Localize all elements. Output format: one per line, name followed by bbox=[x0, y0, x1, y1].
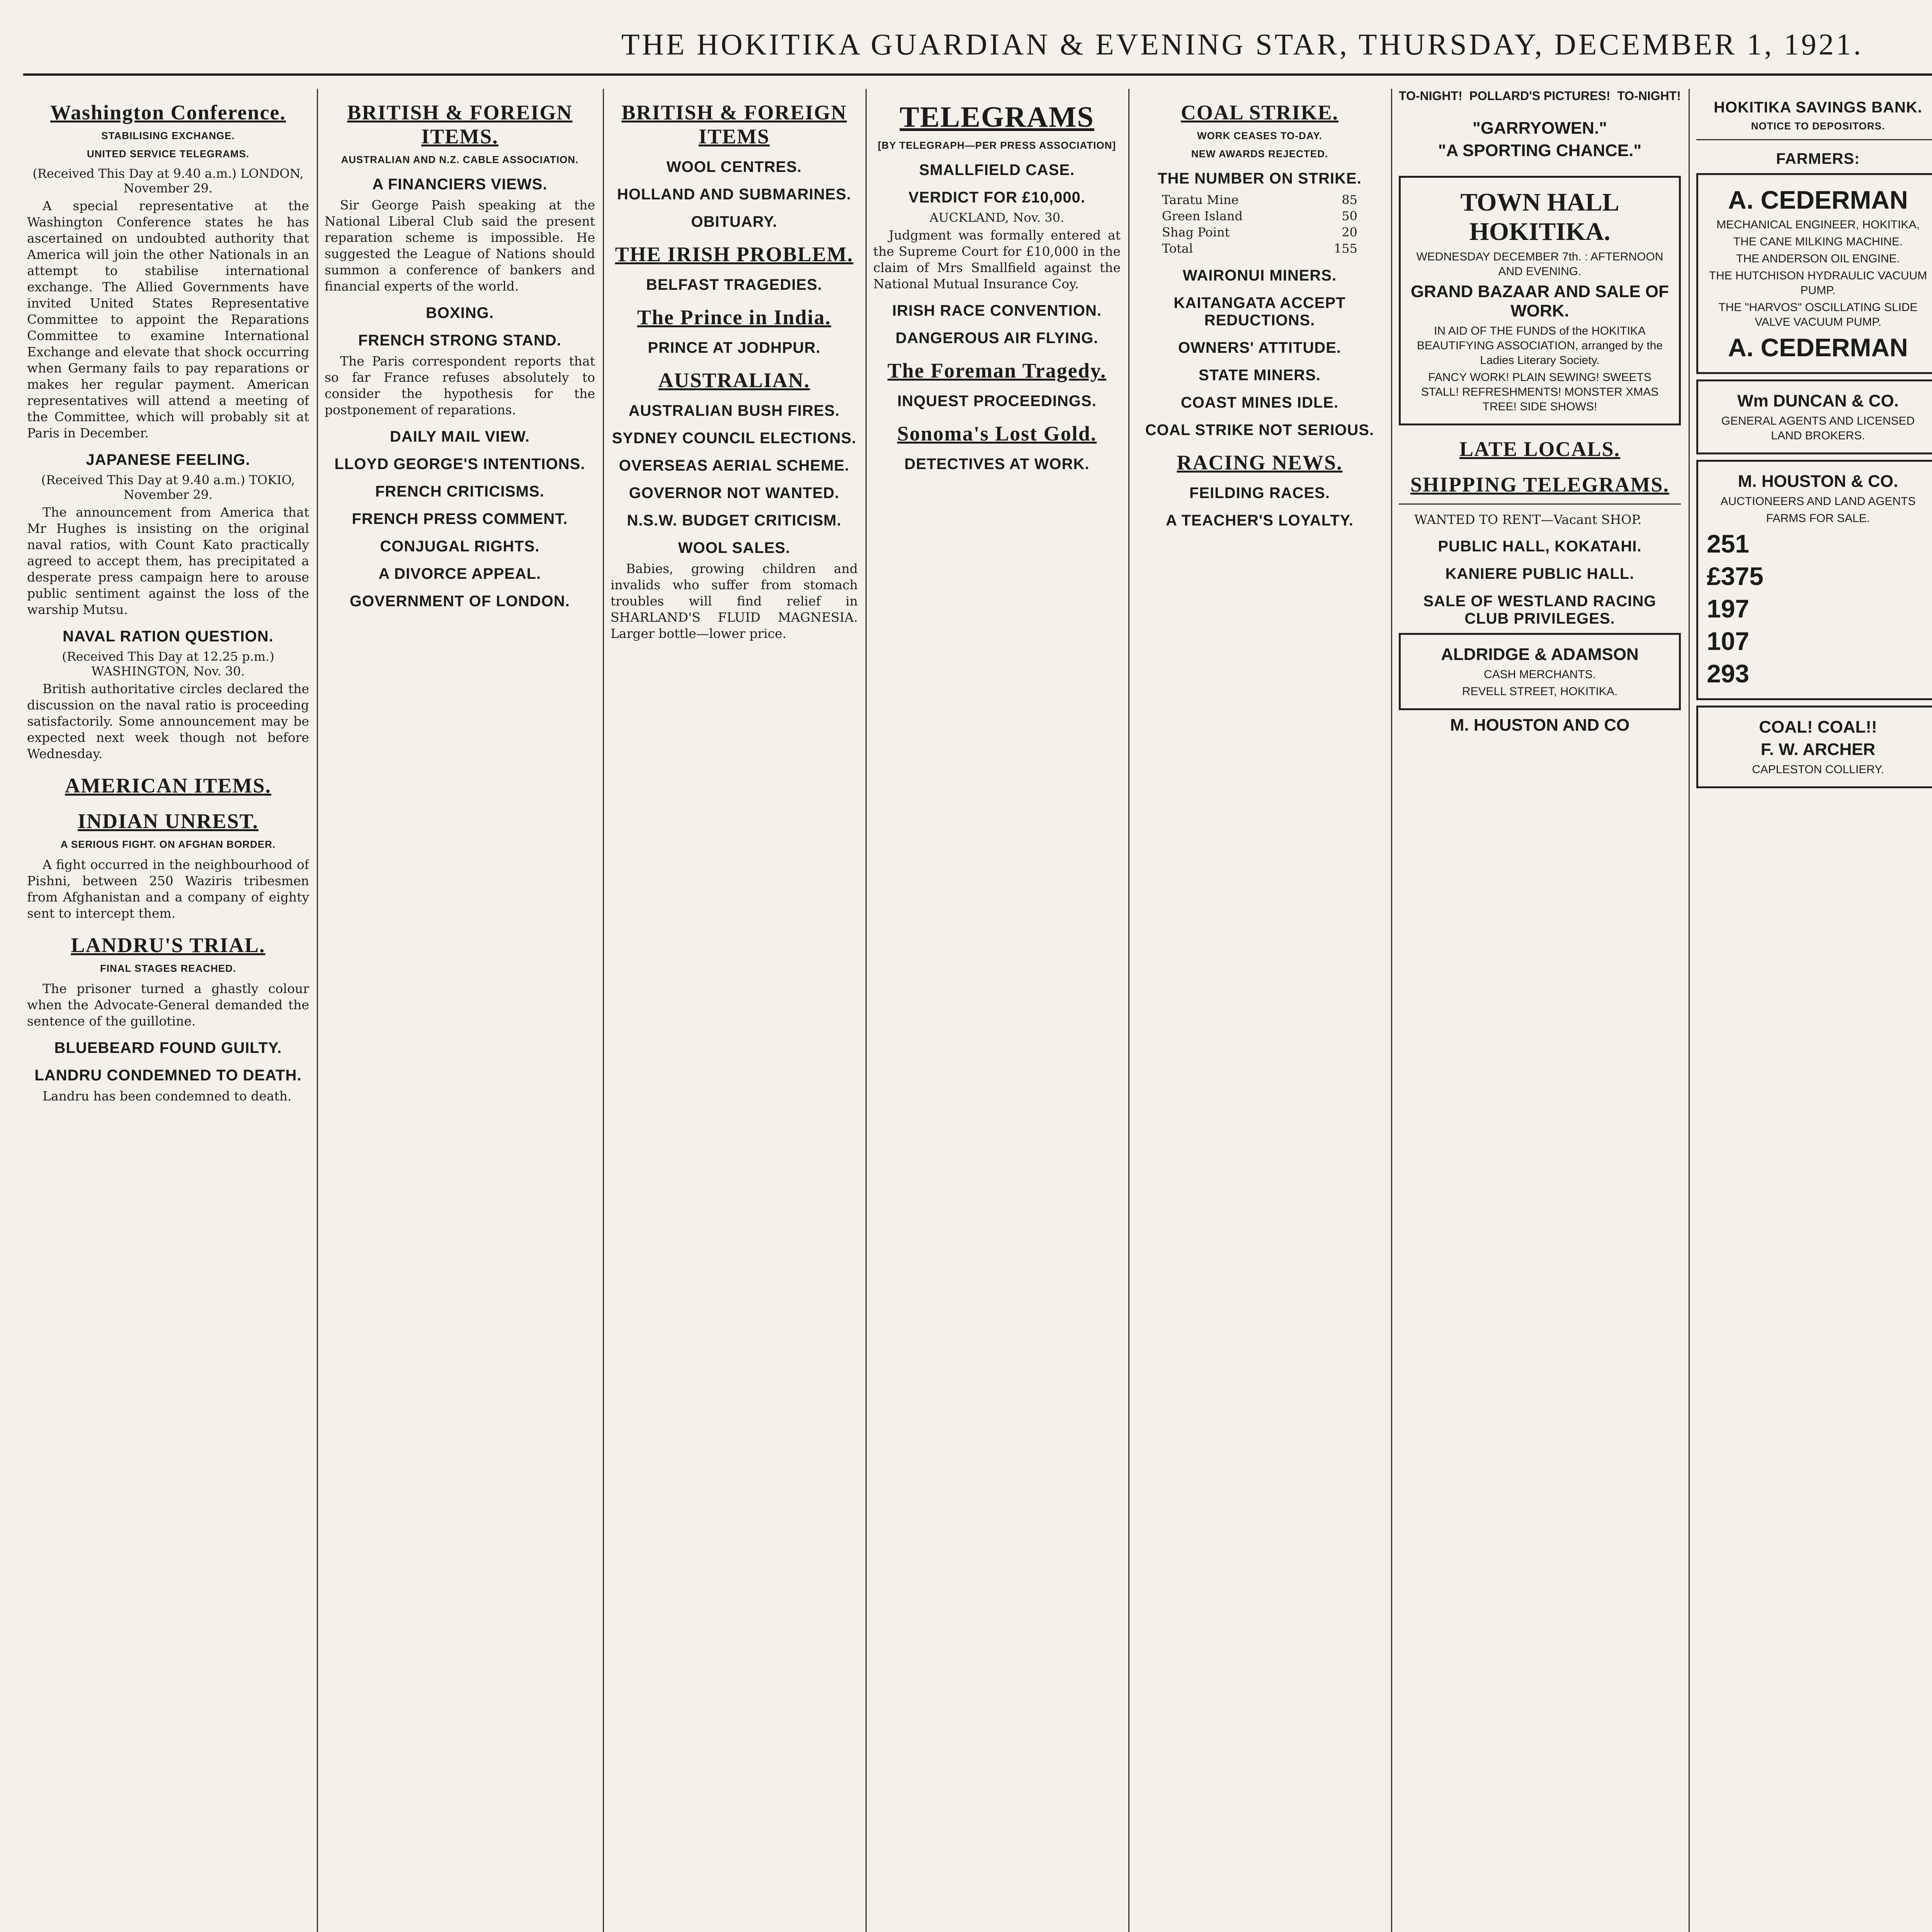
article-heading: PRINCE AT JODHPUR. bbox=[648, 339, 821, 356]
ad-text: THE HUTCHISON HYDRAULIC VACUUM PUMP. bbox=[1709, 269, 1927, 297]
article-heading: LLOYD GEORGE'S INTENTIONS. bbox=[334, 456, 585, 473]
article-heading: INQUEST PROCEEDINGS. bbox=[897, 393, 1097, 410]
divider bbox=[1399, 503, 1681, 505]
article-heading: VERDICT FOR £10,000. bbox=[908, 189, 1085, 206]
table-cell: 50 bbox=[1342, 209, 1357, 223]
ad-text: THE "HARVOS" OSCILLATING SLIDE VALVE VACUUM PUMP. bbox=[1718, 301, 1918, 328]
column-3 bbox=[611, 89, 858, 1932]
article-heading: WOOL SALES. bbox=[678, 539, 791, 556]
article-heading: LANDRU CONDEMNED TO DEATH. bbox=[34, 1067, 302, 1084]
column-7 bbox=[1696, 89, 1932, 1932]
ad-text: 107 bbox=[1707, 627, 1750, 655]
table-row bbox=[1162, 241, 1358, 256]
article-subheading: UNITED SERVICE TELEGRAMS. bbox=[87, 148, 250, 160]
article-text: The prisoner turned a ghastly colour when the Advocate-General demanded the sentence of the guillotine. bbox=[27, 981, 309, 1029]
article-heading: FRENCH PRESS COMMENT. bbox=[352, 510, 568, 527]
article-heading: COAL STRIKE NOT SERIOUS. bbox=[1145, 422, 1374, 439]
table-cell: Shag Point bbox=[1162, 225, 1230, 240]
article-heading: FRENCH CRITICISMS. bbox=[375, 483, 544, 500]
article-heading: Washington Conference. bbox=[50, 101, 286, 124]
ad-text: FANCY WORK! PLAIN SEWING! SWEETS STALL! REFRESHMENTS! MONSTER XMAS TREE! SIDE SHOWS! bbox=[1421, 371, 1659, 413]
ad-text: MECHANICAL ENGINEER, HOKITIKA, bbox=[1716, 218, 1920, 231]
table-cell: Total bbox=[1162, 241, 1193, 256]
ad-text: M. HOUSTON & CO. bbox=[1738, 472, 1898, 491]
column-rule bbox=[317, 89, 318, 1932]
article-heading: The Foreman Tragedy. bbox=[887, 359, 1107, 382]
coal-ad bbox=[1696, 706, 1932, 788]
table-cell: 155 bbox=[1333, 241, 1357, 256]
article-heading: AUSTRALIAN. bbox=[658, 369, 810, 392]
article-subheading: NEW AWARDS REJECTED. bbox=[1191, 148, 1328, 160]
article-heading: A DIVORCE APPEAL. bbox=[378, 565, 541, 582]
article-text: British authoritative circles declared the discussion on the naval ratio is proceeding satisfactorily. Some announcement may be expected next week though not before Wednesday. bbox=[27, 681, 309, 761]
article-heading: DANGEROUS AIR FLYING. bbox=[895, 330, 1099, 347]
table-row bbox=[1162, 224, 1358, 240]
ad-heading: PUBLIC HALL, KOKATAHI. bbox=[1438, 538, 1642, 555]
article-subheading: WORK CEASES TO-DAY. bbox=[1197, 130, 1322, 141]
article-heading: BRITISH & FOREIGN ITEMS. bbox=[347, 101, 573, 148]
table-cell: Green Island bbox=[1162, 209, 1243, 223]
article-heading: A TEACHER'S LOYALTY. bbox=[1166, 512, 1354, 529]
ad-text: 293 bbox=[1707, 659, 1750, 688]
cederman-ad bbox=[1696, 173, 1932, 374]
table-cell: 85 bbox=[1342, 192, 1357, 207]
article-text: The Paris correspondent reports that so far France refuses absolutely to consider the hypothesis for the postponement of reparations. bbox=[325, 354, 595, 417]
ad-text: Wm DUNCAN & CO. bbox=[1737, 391, 1899, 410]
article-heading: OWNERS' ATTITUDE. bbox=[1178, 339, 1342, 356]
article-heading: KAITANGATA ACCEPT REDUCTIONS. bbox=[1173, 294, 1346, 329]
article-heading: THE IRISH PROBLEM. bbox=[615, 243, 854, 266]
article-heading: FRENCH STRONG STAND. bbox=[358, 332, 561, 349]
column-5 bbox=[1136, 89, 1383, 1932]
ad-text: AUCTIONEERS AND LAND AGENTS bbox=[1720, 495, 1916, 508]
article-subheading: STABILISING EXCHANGE. bbox=[101, 130, 235, 141]
ad-text: CAPLESTON COLLIERY. bbox=[1752, 763, 1884, 776]
article-heading: The Prince in India. bbox=[637, 306, 832, 329]
ad-text: FARMS FOR SALE. bbox=[1766, 512, 1870, 525]
article-heading: COAST MINES IDLE. bbox=[1180, 394, 1339, 411]
ad-text: F. W. ARCHER bbox=[1760, 740, 1876, 759]
ad-text: THE CANE MILKING MACHINE. bbox=[1733, 235, 1903, 248]
houston-ad bbox=[1696, 460, 1932, 700]
article-heading: NAVAL RATION QUESTION. bbox=[63, 628, 274, 645]
column-rule bbox=[603, 89, 604, 1932]
ad-text: TO-NIGHT! bbox=[1617, 89, 1681, 103]
aldridge-ad bbox=[1399, 633, 1681, 710]
ad-text: THE ANDERSON OIL ENGINE. bbox=[1736, 252, 1900, 265]
ad-heading: SALE OF WESTLAND RACING CLUB PRIVILEGES. bbox=[1423, 593, 1656, 627]
duncan-ad bbox=[1696, 379, 1932, 454]
article-heading: AUSTRALIAN BUSH FIRES. bbox=[628, 402, 840, 419]
article-heading: WOOL CENTRES. bbox=[666, 158, 802, 175]
ad-text: M. HOUSTON AND CO bbox=[1450, 716, 1630, 735]
table-row bbox=[1162, 192, 1358, 207]
masthead bbox=[23, 15, 1932, 76]
article-heading: BELFAST TRAGEDIES. bbox=[646, 276, 822, 293]
ad-text: REVELL STREET, HOKITIKA. bbox=[1462, 685, 1618, 698]
ad-text: WANTED TO RENT—Vacant SHOP. bbox=[1414, 512, 1642, 527]
ad-text: IN AID OF THE FUNDS of the HOKITIKA BEAUTIFYING ASSOCIATION, arranged by the Ladies Literary Society. bbox=[1417, 325, 1663, 367]
ad-text: COAL! COAL!! bbox=[1759, 718, 1877, 736]
ad-text: TOWN HALL HOKITIKA. bbox=[1460, 188, 1619, 246]
article-text: Landru has been condemned to death. bbox=[43, 1088, 292, 1104]
ad-text: WEDNESDAY DECEMBER 7th. : AFTERNOON AND EVENING. bbox=[1416, 250, 1663, 278]
ad-subheading: NOTICE TO DEPOSITORS. bbox=[1751, 120, 1885, 132]
article-text: A special representative at the Washington Conference states he has ascertained on undoubted authority that America will join the other Nationals in an attempt to stabilise international exchange. The Allied Governments have invited United States Representative Committee to appoint the Reparations Committee to examine International Exchange and elevate that shock occurring when Germany fails to pay reparations or makes her regular payment. American representatives will attend a meeting of the Committee, which will probably sit at Paris in December. bbox=[27, 198, 309, 440]
ad-text: POLLARD'S PICTURES! bbox=[1469, 89, 1611, 103]
ad-heading: HOKITIKA SAVINGS BANK. bbox=[1714, 99, 1922, 116]
column-2 bbox=[325, 89, 595, 1932]
article-heading: COAL STRIKE. bbox=[1180, 101, 1339, 124]
article-heading: BRITISH & FOREIGN ITEMS bbox=[621, 101, 847, 148]
article-heading: INDIAN UNREST. bbox=[77, 810, 259, 833]
article-heading: OBITUARY. bbox=[691, 213, 777, 230]
dateline: AUCKLAND, Nov. 30. bbox=[929, 210, 1065, 225]
ad-text: GRAND BAZAAR AND SALE OF WORK. bbox=[1410, 282, 1669, 320]
article-heading: HOLLAND AND SUBMARINES. bbox=[617, 186, 851, 203]
pictures-ad bbox=[1399, 109, 1681, 170]
article-heading: GOVERNMENT OF LONDON. bbox=[350, 593, 570, 610]
article-heading: BOXING. bbox=[426, 304, 494, 321]
column-rule bbox=[1128, 89, 1129, 1932]
article-heading: JAPANESE FEELING. bbox=[86, 451, 250, 468]
divider bbox=[1696, 139, 1932, 140]
section-heading: TELEGRAMS bbox=[900, 101, 1094, 133]
ad-text: A. CEDERMAN bbox=[1728, 185, 1908, 214]
dateline: (Received This Day at 9.40 a.m.) LONDON, November 29. bbox=[32, 166, 304, 196]
dateline: (Received This Day at 12.25 p.m.) WASHINGTON, Nov. 30. bbox=[62, 649, 274, 679]
column-rule bbox=[866, 89, 867, 1932]
column-rule bbox=[1689, 89, 1690, 1932]
ad-text: 251 bbox=[1707, 529, 1750, 558]
article-heading: AMERICAN ITEMS. bbox=[65, 774, 272, 797]
article-heading: DETECTIVES AT WORK. bbox=[904, 456, 1090, 473]
pictures-header bbox=[1399, 89, 1681, 103]
ad-text: GENERAL AGENTS AND LICENSED LAND BROKERS. bbox=[1721, 415, 1915, 442]
ad-heading: KANIERE PUBLIC HALL. bbox=[1445, 565, 1634, 582]
newspaper-title: THE HOKITIKA GUARDIAN & EVENING STAR, THURSDAY, DECEMBER 1, 1921. bbox=[621, 27, 1864, 61]
ad-text: "GARRYOWEN." bbox=[1472, 119, 1607, 138]
ad-text: "A SPORTING CHANCE." bbox=[1438, 141, 1642, 160]
article-heading: RACING NEWS. bbox=[1177, 451, 1343, 474]
article-heading: WAIRONUI MINERS. bbox=[1182, 267, 1337, 284]
column-rule bbox=[1391, 89, 1392, 1932]
ad-heading: FARMERS: bbox=[1776, 150, 1860, 167]
ad-text: CASH MERCHANTS. bbox=[1483, 668, 1596, 681]
article-text: A fight occurred in the neighbourhood of Pishni, between 250 Waziris tribesmen from Afghanistan and a company of eighty sent to intercept them. bbox=[27, 857, 309, 921]
ad-text: TO-NIGHT! bbox=[1399, 89, 1463, 103]
article-text: Babies, growing children and invalids who suffer from stomach troubles will find relief in SHARLAND'S FLUID MAGNESIA. Larger bottle—lower price. bbox=[611, 561, 858, 641]
article-text: Sir George Paish speaking at the National Liberal Club said the present reparation scheme is impossible. He suggested the League of Nations should summon a conference of bankers and financial experts of the world. bbox=[325, 197, 595, 294]
article-heading: BLUEBEARD FOUND GUILTY. bbox=[54, 1039, 282, 1056]
article-heading: LATE LOCALS. bbox=[1459, 437, 1621, 461]
article-text: Judgment was formally entered at the Supreme Court for £10,000 in the claim of Mrs Smallfield against the National Mutual Insurance Coy. bbox=[873, 228, 1121, 291]
column-6 bbox=[1399, 89, 1681, 1932]
article-subheading: FINAL STAGES REACHED. bbox=[100, 963, 236, 974]
article-text: The announcement from America that Mr Hughes is insisting on the original naval ratios, with Count Kato practically agreed to accept them, has precipitated a desperate press campaign here to arouse public sentiment against the loss of the warship Mutsu. bbox=[27, 505, 309, 617]
dateline: (Received This Day at 9.40 a.m.) TOKIO, November 29. bbox=[41, 473, 295, 502]
article-heading: IRISH RACE CONVENTION. bbox=[892, 302, 1102, 319]
article-heading: Sonoma's Lost Gold. bbox=[897, 422, 1097, 445]
town-hall-ad bbox=[1399, 176, 1681, 425]
table-row bbox=[1162, 208, 1358, 224]
article-heading: GOVERNOR NOT WANTED. bbox=[629, 485, 840, 502]
article-heading: DAILY MAIL VIEW. bbox=[390, 428, 530, 445]
table-cell: Taratu Mine bbox=[1162, 192, 1239, 207]
article-subheading: A SERIOUS FIGHT. ON AFGHAN BORDER. bbox=[60, 838, 276, 850]
article-subheading: [BY TELEGRAPH—PER PRESS ASSOCIATION] bbox=[878, 139, 1116, 151]
column-4 bbox=[873, 89, 1121, 1932]
article-heading: CONJUGAL RIGHTS. bbox=[380, 538, 540, 555]
article-heading: STATE MINERS. bbox=[1199, 367, 1321, 384]
article-heading: LANDRU'S TRIAL. bbox=[71, 934, 265, 957]
article-heading: SYDNEY COUNCIL ELECTIONS. bbox=[612, 430, 857, 447]
strike-table bbox=[1161, 191, 1359, 257]
article-heading: SHIPPING TELEGRAMS. bbox=[1410, 473, 1670, 496]
article-heading: SMALLFIELD CASE. bbox=[919, 162, 1075, 179]
ad-text: £375 bbox=[1707, 562, 1764, 590]
article-subheading: AUSTRALIAN AND N.Z. CABLE ASSOCIATION. bbox=[341, 154, 579, 165]
article-heading: A FINANCIERS VIEWS. bbox=[372, 176, 548, 193]
article-heading: OVERSEAS AERIAL SCHEME. bbox=[619, 457, 850, 474]
column-1 bbox=[27, 89, 309, 1932]
article-heading: FEILDING RACES. bbox=[1189, 485, 1330, 502]
article-heading: THE NUMBER ON STRIKE. bbox=[1158, 170, 1362, 187]
ad-text: ALDRIDGE & ADAMSON bbox=[1441, 645, 1639, 664]
ad-text: 197 bbox=[1707, 594, 1750, 623]
ad-text: A. CEDERMAN bbox=[1728, 333, 1908, 362]
article-heading: N.S.W. BUDGET CRITICISM. bbox=[627, 512, 842, 529]
table-cell: 20 bbox=[1342, 225, 1357, 240]
